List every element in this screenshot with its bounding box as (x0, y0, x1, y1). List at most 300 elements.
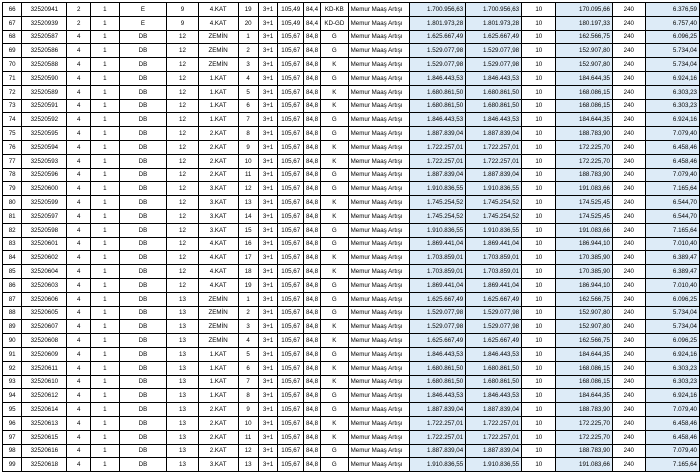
block-code-cell: 4 (67, 127, 91, 141)
parcel-id-cell: 32520596 (22, 168, 67, 182)
floor-label-cell: 2.KAT (198, 154, 238, 168)
table-row (3, 71, 700, 85)
row-number-cell: 95 (3, 403, 22, 417)
monthly-installment-cell: 6.924,16 (645, 389, 699, 403)
gross-area-cell: 105,67 (278, 168, 304, 182)
block-no-cell: 13 (167, 320, 199, 334)
monthly-installment-cell: 7.165,64 (645, 182, 699, 196)
flat-no-cell: 20 (238, 16, 258, 30)
block-code-cell: 4 (67, 278, 91, 292)
block-no-cell: 12 (167, 58, 199, 72)
parcel-id-cell: 32520611 (22, 361, 67, 375)
sale-price-cell: 1.703.859,01 (410, 251, 466, 265)
block-code-cell: 4 (67, 209, 91, 223)
room-type-cell: 3+1 (258, 85, 278, 99)
room-type-cell: 3+1 (258, 71, 278, 85)
floor-count-cell: 1 (91, 403, 120, 417)
table-row (3, 140, 700, 154)
monthly-installment-cell: 6.544,70 (645, 196, 699, 210)
floor-count-cell: 1 (91, 320, 120, 334)
parcel-id-cell: 32520599 (22, 196, 67, 210)
row-number-cell: 76 (3, 140, 22, 154)
price-update-basis-cell: Memur Maaş Artışı (348, 58, 410, 72)
parcel-id-cell: 32520602 (22, 251, 67, 265)
down-payment-cell: 172.225,70 (556, 430, 613, 444)
row-number-cell: 75 (3, 127, 22, 141)
down-payment-cell: 162.566,75 (556, 30, 613, 44)
type-code-cell: DB (119, 223, 167, 237)
flat-no-cell: 1 (238, 30, 258, 44)
floor-label-cell: 1.KAT (198, 113, 238, 127)
room-type-cell: 3+1 (258, 416, 278, 430)
flat-no-cell: 19 (238, 278, 258, 292)
sale-price-cell: 1.722.257,01 (410, 140, 466, 154)
sale-price-cell: 1.910.836,55 (410, 223, 466, 237)
gross-area-cell: 105,49 (278, 16, 304, 30)
table-row (3, 292, 700, 306)
parcel-id-cell: 32520587 (22, 30, 67, 44)
block-no-cell: 9 (167, 16, 199, 30)
updated-price-cell: 1.722.257,01 (466, 140, 522, 154)
row-number-cell: 71 (3, 71, 22, 85)
term-months-cell: 240 (612, 278, 645, 292)
floor-label-cell: ZEMİN (198, 306, 238, 320)
sale-price-cell: 1.529.077,98 (410, 58, 466, 72)
facade-cell: G (320, 182, 348, 196)
type-code-cell: DB (119, 375, 167, 389)
updated-price-cell: 1.910.836,55 (466, 458, 522, 472)
room-type-cell: 3+1 (258, 292, 278, 306)
price-update-basis-cell: Memur Maaş Artışı (348, 30, 410, 44)
term-months-cell: 240 (612, 58, 645, 72)
updated-price-cell: 1.887.839,04 (466, 168, 522, 182)
parcel-id-cell: 32520606 (22, 292, 67, 306)
facade-cell: G (320, 113, 348, 127)
facade-cell: K (320, 416, 348, 430)
monthly-installment-cell: 6.458,46 (645, 430, 699, 444)
net-area-cell: 84,8 (304, 182, 321, 196)
row-number-cell: 66 (3, 3, 22, 17)
floor-label-cell: 4.KAT (198, 251, 238, 265)
facade-cell: G (320, 458, 348, 472)
down-payment-cell: 188.783,90 (556, 444, 613, 458)
updated-price-cell: 1.887.839,04 (466, 444, 522, 458)
term-months-cell: 240 (612, 444, 645, 458)
sale-price-cell: 1.887.839,04 (410, 168, 466, 182)
floor-label-cell: ZEMİN (198, 292, 238, 306)
term-months-cell: 240 (612, 71, 645, 85)
parcel-id-cell: 32520941 (22, 3, 67, 17)
facade-cell: G (320, 30, 348, 44)
floor-count-cell: 1 (91, 278, 120, 292)
flat-no-cell: 3 (238, 58, 258, 72)
block-no-cell: 12 (167, 85, 199, 99)
gross-area-cell: 105,67 (278, 209, 304, 223)
net-area-cell: 84,8 (304, 292, 321, 306)
gross-area-cell: 105,67 (278, 127, 304, 141)
sale-price-cell: 1.846.443,53 (410, 389, 466, 403)
floor-label-cell: 2.KAT (198, 416, 238, 430)
net-area-cell: 84,8 (304, 237, 321, 251)
updated-price-cell: 1.722.257,01 (466, 416, 522, 430)
monthly-installment-cell: 6.389,47 (645, 251, 699, 265)
updated-price-cell: 1.529.077,98 (466, 44, 522, 58)
down-payment-rate-cell: 10 (522, 58, 556, 72)
monthly-installment-cell: 6.303,23 (645, 375, 699, 389)
sale-price-cell: 1.846.443,53 (410, 113, 466, 127)
type-code-cell: DB (119, 458, 167, 472)
updated-price-cell: 1.625.667,49 (466, 334, 522, 348)
block-code-cell: 4 (67, 458, 91, 472)
row-number-cell: 94 (3, 389, 22, 403)
monthly-installment-cell: 6.458,46 (645, 416, 699, 430)
net-area-cell: 84,8 (304, 403, 321, 417)
floor-label-cell: 2.KAT (198, 140, 238, 154)
down-payment-rate-cell: 10 (522, 154, 556, 168)
block-code-cell: 4 (67, 430, 91, 444)
type-code-cell: DB (119, 113, 167, 127)
monthly-installment-cell: 7.010,40 (645, 278, 699, 292)
sale-price-cell: 1.745.254,52 (410, 209, 466, 223)
down-payment-rate-cell: 10 (522, 237, 556, 251)
floor-label-cell: 3.KAT (198, 182, 238, 196)
term-months-cell: 240 (612, 16, 645, 30)
down-payment-rate-cell: 10 (522, 458, 556, 472)
price-update-basis-cell: Memur Maaş Artışı (348, 113, 410, 127)
gross-area-cell: 105,67 (278, 430, 304, 444)
monthly-installment-cell: 7.010,40 (645, 237, 699, 251)
price-update-basis-cell: Memur Maaş Artışı (348, 16, 410, 30)
down-payment-cell: 184.644,35 (556, 347, 613, 361)
gross-area-cell: 105,67 (278, 140, 304, 154)
price-update-basis-cell: Memur Maaş Artışı (348, 278, 410, 292)
down-payment-cell: 184.644,35 (556, 113, 613, 127)
row-number-cell: 86 (3, 278, 22, 292)
price-update-basis-cell: Memur Maaş Artışı (348, 127, 410, 141)
updated-price-cell: 1.625.667,49 (466, 30, 522, 44)
term-months-cell: 240 (612, 458, 645, 472)
gross-area-cell: 105,67 (278, 251, 304, 265)
block-no-cell: 12 (167, 99, 199, 113)
block-code-cell: 4 (67, 196, 91, 210)
floor-label-cell: 1.KAT (198, 85, 238, 99)
room-type-cell: 3+1 (258, 237, 278, 251)
down-payment-cell: 172.225,70 (556, 416, 613, 430)
table-row (3, 361, 700, 375)
down-payment-rate-cell: 10 (522, 223, 556, 237)
room-type-cell: 3+1 (258, 306, 278, 320)
floor-label-cell: 3.KAT (198, 223, 238, 237)
table-row (3, 375, 700, 389)
floor-label-cell: ZEMİN (198, 320, 238, 334)
floor-count-cell: 1 (91, 458, 120, 472)
block-code-cell: 4 (67, 182, 91, 196)
sale-price-cell: 1.910.836,55 (410, 458, 466, 472)
monthly-installment-cell: 5.734,04 (645, 320, 699, 334)
table-row (3, 113, 700, 127)
room-type-cell: 3+1 (258, 223, 278, 237)
row-number-cell: 99 (3, 458, 22, 472)
flat-no-cell: 11 (238, 430, 258, 444)
down-payment-cell: 168.086,15 (556, 361, 613, 375)
table-row (3, 278, 700, 292)
down-payment-cell: 191.083,66 (556, 223, 613, 237)
price-update-basis-cell: Memur Maaş Artışı (348, 292, 410, 306)
down-payment-rate-cell: 10 (522, 44, 556, 58)
gross-area-cell: 105,67 (278, 306, 304, 320)
block-code-cell: 4 (67, 361, 91, 375)
sale-price-cell: 1.680.861,50 (410, 361, 466, 375)
block-no-cell: 13 (167, 361, 199, 375)
net-area-cell: 84,8 (304, 209, 321, 223)
gross-area-cell: 105,67 (278, 458, 304, 472)
flat-no-cell: 10 (238, 416, 258, 430)
net-area-cell: 84,8 (304, 71, 321, 85)
parcel-id-cell: 32520607 (22, 320, 67, 334)
parcel-id-cell: 32520603 (22, 278, 67, 292)
room-type-cell: 3+1 (258, 251, 278, 265)
table-row (3, 30, 700, 44)
down-payment-rate-cell: 10 (522, 375, 556, 389)
updated-price-cell: 1.869.441,04 (466, 237, 522, 251)
block-no-cell: 12 (167, 196, 199, 210)
block-code-cell: 4 (67, 237, 91, 251)
floor-label-cell: ZEMİN (198, 44, 238, 58)
sale-price-cell: 1.722.257,01 (410, 416, 466, 430)
facade-cell: G (320, 168, 348, 182)
floor-label-cell: ZEMİN (198, 334, 238, 348)
table-row (3, 58, 700, 72)
type-code-cell: DB (119, 292, 167, 306)
table-row (3, 3, 700, 17)
block-no-cell: 12 (167, 113, 199, 127)
term-months-cell: 240 (612, 361, 645, 375)
term-months-cell: 240 (612, 196, 645, 210)
type-code-cell: DB (119, 237, 167, 251)
type-code-cell: DB (119, 334, 167, 348)
floor-label-cell: 2.KAT (198, 403, 238, 417)
floor-label-cell: 1.KAT (198, 99, 238, 113)
down-payment-rate-cell: 10 (522, 16, 556, 30)
parcel-id-cell: 32520600 (22, 182, 67, 196)
facade-cell: G (320, 347, 348, 361)
price-update-basis-cell: Memur Maaş Artışı (348, 85, 410, 99)
facade-cell: G (320, 403, 348, 417)
parcel-id-cell: 32520608 (22, 334, 67, 348)
block-no-cell: 12 (167, 265, 199, 279)
room-type-cell: 3+1 (258, 30, 278, 44)
parcel-id-cell: 32520593 (22, 154, 67, 168)
property-price-table (2, 2, 700, 472)
block-no-cell: 12 (167, 71, 199, 85)
row-number-cell: 67 (3, 16, 22, 30)
floor-count-cell: 1 (91, 361, 120, 375)
updated-price-cell: 1.846.443,53 (466, 71, 522, 85)
floor-label-cell: 4.KAT (198, 278, 238, 292)
price-update-basis-cell: Memur Maaş Artışı (348, 154, 410, 168)
facade-cell: G (320, 278, 348, 292)
floor-count-cell: 1 (91, 223, 120, 237)
floor-label-cell: 3.KAT (198, 458, 238, 472)
monthly-installment-cell: 6.924,16 (645, 347, 699, 361)
down-payment-cell: 180.197,33 (556, 16, 613, 30)
sale-price-cell: 1.887.839,04 (410, 444, 466, 458)
updated-price-cell: 1.722.257,01 (466, 430, 522, 444)
floor-label-cell: 2.KAT (198, 444, 238, 458)
monthly-installment-cell: 7.079,40 (645, 168, 699, 182)
row-number-cell: 92 (3, 361, 22, 375)
gross-area-cell: 105,67 (278, 154, 304, 168)
price-update-basis-cell: Memur Maaş Artışı (348, 416, 410, 430)
sale-price-cell: 1.722.257,01 (410, 154, 466, 168)
table-row (3, 444, 700, 458)
facade-cell: K (320, 196, 348, 210)
flat-no-cell: 8 (238, 127, 258, 141)
row-number-cell: 89 (3, 320, 22, 334)
floor-label-cell: 3.KAT (198, 196, 238, 210)
down-payment-cell: 184.644,35 (556, 71, 613, 85)
room-type-cell: 3+1 (258, 16, 278, 30)
parcel-id-cell: 32520601 (22, 237, 67, 251)
room-type-cell: 3+1 (258, 58, 278, 72)
down-payment-cell: 184.644,35 (556, 389, 613, 403)
flat-no-cell: 12 (238, 444, 258, 458)
block-no-cell: 12 (167, 44, 199, 58)
floor-label-cell: 1.KAT (198, 71, 238, 85)
parcel-id-cell: 32520939 (22, 16, 67, 30)
price-update-basis-cell: Memur Maaş Artışı (348, 403, 410, 417)
row-number-cell: 77 (3, 154, 22, 168)
down-payment-rate-cell: 10 (522, 389, 556, 403)
floor-count-cell: 1 (91, 389, 120, 403)
net-area-cell: 84,8 (304, 113, 321, 127)
term-months-cell: 240 (612, 375, 645, 389)
floor-count-cell: 1 (91, 140, 120, 154)
facade-cell: K (320, 320, 348, 334)
term-months-cell: 240 (612, 209, 645, 223)
block-no-cell: 13 (167, 444, 199, 458)
row-number-cell: 87 (3, 292, 22, 306)
gross-area-cell: 105,67 (278, 71, 304, 85)
updated-price-cell: 1.625.667,49 (466, 292, 522, 306)
type-code-cell: DB (119, 416, 167, 430)
room-type-cell: 3+1 (258, 196, 278, 210)
updated-price-cell: 1.910.836,55 (466, 223, 522, 237)
floor-count-cell: 1 (91, 44, 120, 58)
block-code-cell: 4 (67, 334, 91, 348)
facade-cell: K (320, 85, 348, 99)
monthly-installment-cell: 6.924,16 (645, 71, 699, 85)
table-row (3, 168, 700, 182)
floor-count-cell: 1 (91, 292, 120, 306)
floor-count-cell: 1 (91, 113, 120, 127)
net-area-cell: 84,8 (304, 85, 321, 99)
block-code-cell: 4 (67, 44, 91, 58)
type-code-cell: DB (119, 278, 167, 292)
down-payment-cell: 152.907,80 (556, 58, 613, 72)
net-area-cell: 84,8 (304, 251, 321, 265)
facade-cell: G (320, 389, 348, 403)
monthly-installment-cell: 7.079,40 (645, 403, 699, 417)
room-type-cell: 3+1 (258, 444, 278, 458)
parcel-id-cell: 32520595 (22, 127, 67, 141)
table-row (3, 196, 700, 210)
row-number-cell: 81 (3, 209, 22, 223)
updated-price-cell: 1.700.956,63 (466, 3, 522, 17)
facade-cell: G (320, 44, 348, 58)
sale-price-cell: 1.625.667,49 (410, 292, 466, 306)
sale-price-cell: 1.887.839,04 (410, 127, 466, 141)
block-code-cell: 4 (67, 403, 91, 417)
down-payment-rate-cell: 10 (522, 347, 556, 361)
flat-no-cell: 11 (238, 168, 258, 182)
down-payment-cell: 170.095,66 (556, 3, 613, 17)
sale-price-cell: 1.745.254,52 (410, 196, 466, 210)
floor-count-cell: 1 (91, 306, 120, 320)
gross-area-cell: 105,67 (278, 182, 304, 196)
block-code-cell: 2 (67, 16, 91, 30)
table-row (3, 403, 700, 417)
sale-price-cell: 1.869.441,04 (410, 237, 466, 251)
monthly-installment-cell: 6.458,46 (645, 154, 699, 168)
updated-price-cell: 1.801.973,28 (466, 16, 522, 30)
block-no-cell: 12 (167, 237, 199, 251)
block-no-cell: 12 (167, 209, 199, 223)
table-row (3, 416, 700, 430)
down-payment-rate-cell: 10 (522, 113, 556, 127)
floor-label-cell: ZEMİN (198, 58, 238, 72)
floor-count-cell: 1 (91, 71, 120, 85)
sale-price-cell: 1.722.257,01 (410, 430, 466, 444)
down-payment-cell: 170.385,90 (556, 265, 613, 279)
block-code-cell: 4 (67, 58, 91, 72)
parcel-id-cell: 32520586 (22, 44, 67, 58)
block-no-cell: 12 (167, 30, 199, 44)
flat-no-cell: 2 (238, 44, 258, 58)
down-payment-rate-cell: 10 (522, 403, 556, 417)
parcel-id-cell: 32520594 (22, 140, 67, 154)
facade-cell: K (320, 430, 348, 444)
block-code-cell: 4 (67, 265, 91, 279)
block-code-cell: 4 (67, 168, 91, 182)
gross-area-cell: 105,67 (278, 375, 304, 389)
block-no-cell: 13 (167, 416, 199, 430)
price-update-basis-cell: Memur Maaş Artışı (348, 265, 410, 279)
table-row (3, 44, 700, 58)
block-code-cell: 4 (67, 416, 91, 430)
net-area-cell: 84,8 (304, 44, 321, 58)
floor-label-cell: ZEMİN (198, 30, 238, 44)
facade-cell: G (320, 223, 348, 237)
sale-price-cell: 1.700.956,63 (410, 3, 466, 17)
row-number-cell: 69 (3, 44, 22, 58)
type-code-cell: E (119, 16, 167, 30)
type-code-cell: DB (119, 361, 167, 375)
price-update-basis-cell: Memur Maaş Artışı (348, 196, 410, 210)
room-type-cell: 3+1 (258, 265, 278, 279)
room-type-cell: 3+1 (258, 113, 278, 127)
flat-no-cell: 13 (238, 458, 258, 472)
gross-area-cell: 105,49 (278, 3, 304, 17)
type-code-cell: DB (119, 251, 167, 265)
net-area-cell: 84,8 (304, 58, 321, 72)
room-type-cell: 3+1 (258, 361, 278, 375)
price-update-basis-cell: Memur Maaş Artışı (348, 237, 410, 251)
gross-area-cell: 105,67 (278, 196, 304, 210)
type-code-cell: DB (119, 403, 167, 417)
price-update-basis-cell: Memur Maaş Artışı (348, 320, 410, 334)
facade-cell: K (320, 334, 348, 348)
